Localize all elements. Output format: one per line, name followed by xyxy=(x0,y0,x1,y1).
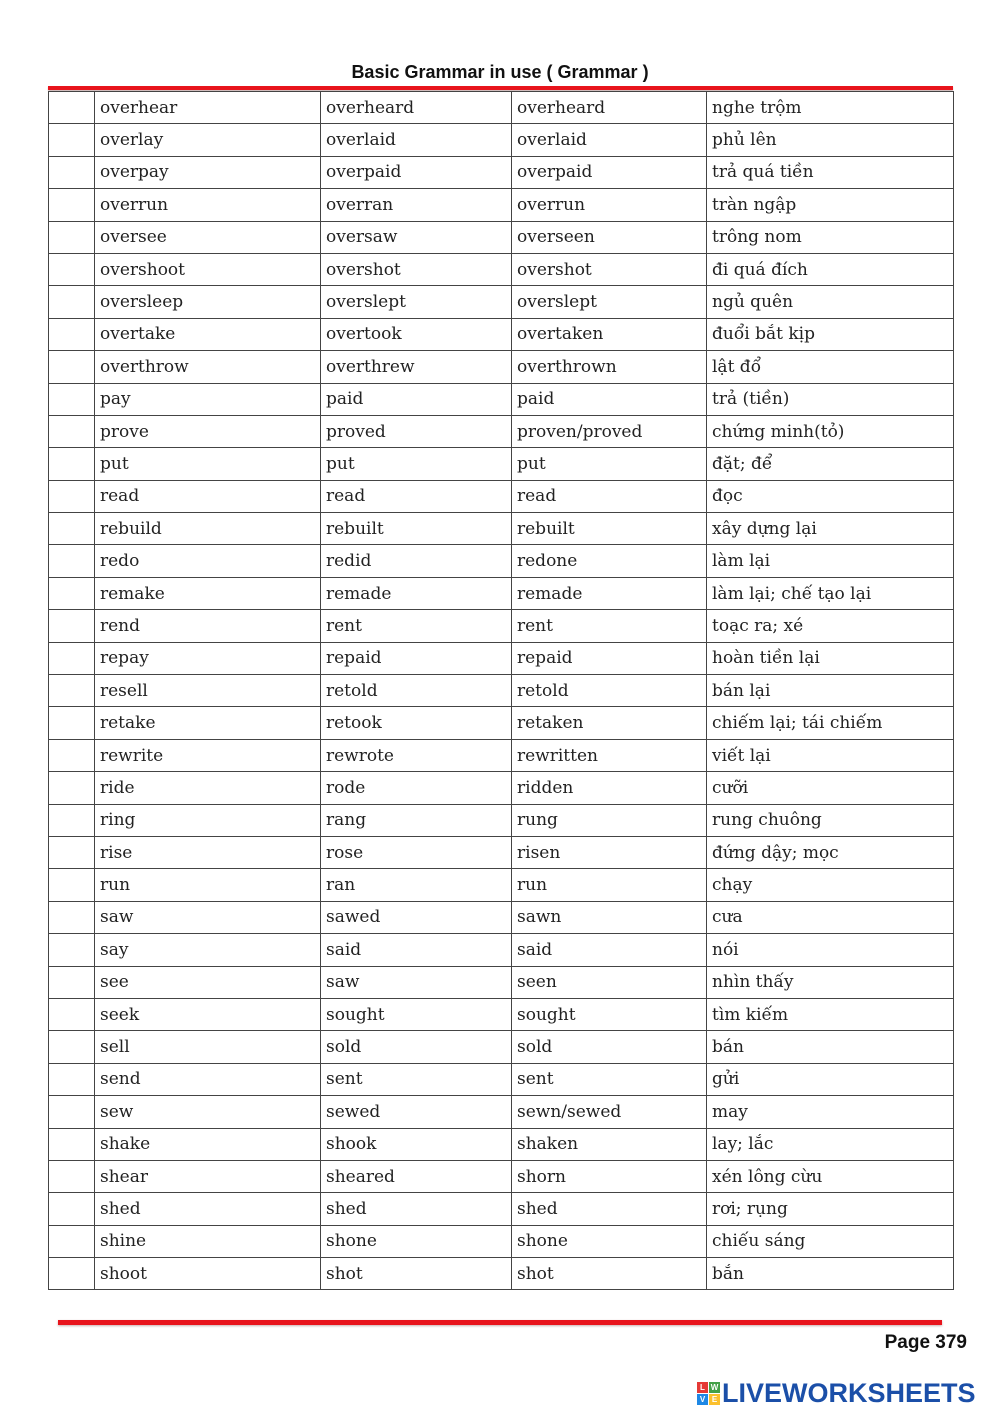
base-form-cell: seek xyxy=(95,998,321,1030)
meaning-cell: nghe trộm xyxy=(707,92,954,124)
liveworksheets-logo[interactable] xyxy=(697,1378,976,1409)
base-form-cell: retake xyxy=(95,707,321,739)
meaning-cell: nhìn thấy xyxy=(707,966,954,998)
past-participle-cell: ridden xyxy=(512,772,707,804)
past-participle-cell: shot xyxy=(512,1258,707,1290)
base-form-cell: rise xyxy=(95,836,321,868)
past-participle-cell: shed xyxy=(512,1193,707,1225)
past-participle-cell: run xyxy=(512,869,707,901)
past-simple-cell: overshot xyxy=(321,253,512,285)
past-participle-cell: shorn xyxy=(512,1160,707,1192)
past-simple-cell: rent xyxy=(321,610,512,642)
liveworksheets-wordmark: LIVEWORKSHEETS xyxy=(722,1378,976,1408)
base-form-cell: oversee xyxy=(95,221,321,253)
base-form-cell: shoot xyxy=(95,1258,321,1290)
row-number-cell xyxy=(49,1193,95,1225)
meaning-cell: may xyxy=(707,1096,954,1128)
base-form-cell: shed xyxy=(95,1193,321,1225)
meaning-cell: hoàn tiền lại xyxy=(707,642,954,674)
row-number-cell xyxy=(49,92,95,124)
meaning-cell: phủ lên xyxy=(707,124,954,156)
table-row xyxy=(49,318,954,350)
table-row xyxy=(49,448,954,480)
base-form-cell: put xyxy=(95,448,321,480)
base-form-cell: overlay xyxy=(95,124,321,156)
past-participle-cell: rent xyxy=(512,610,707,642)
row-number-cell xyxy=(49,253,95,285)
table-row xyxy=(49,998,954,1030)
past-simple-cell: paid xyxy=(321,383,512,415)
table-row xyxy=(49,286,954,318)
base-form-cell: sew xyxy=(95,1096,321,1128)
past-participle-cell: overrun xyxy=(512,189,707,221)
table-row xyxy=(49,383,954,415)
table-row xyxy=(49,772,954,804)
row-number-cell xyxy=(49,1031,95,1063)
past-participle-cell: shone xyxy=(512,1225,707,1257)
base-form-cell: rend xyxy=(95,610,321,642)
base-form-cell: repay xyxy=(95,642,321,674)
row-number-cell xyxy=(49,1063,95,1095)
table-row xyxy=(49,804,954,836)
table-row xyxy=(49,253,954,285)
base-form-cell: overshoot xyxy=(95,253,321,285)
verb-table-container xyxy=(48,91,953,1290)
table-row xyxy=(49,966,954,998)
meaning-cell: đọc xyxy=(707,480,954,512)
base-form-cell: overrun xyxy=(95,189,321,221)
base-form-cell: see xyxy=(95,966,321,998)
meaning-cell: đuổi bắt kịp xyxy=(707,318,954,350)
meaning-cell: lay; lắc xyxy=(707,1128,954,1160)
past-simple-cell: shed xyxy=(321,1193,512,1225)
base-form-cell: remake xyxy=(95,577,321,609)
past-simple-cell: said xyxy=(321,934,512,966)
base-form-cell: run xyxy=(95,869,321,901)
page-number: Page 379 xyxy=(884,1332,967,1353)
meaning-cell: đứng dậy; mọc xyxy=(707,836,954,868)
table-row xyxy=(49,92,954,124)
past-participle-cell: retold xyxy=(512,675,707,707)
table-row xyxy=(49,610,954,642)
table-row xyxy=(49,221,954,253)
table-row xyxy=(49,1128,954,1160)
past-simple-cell: repaid xyxy=(321,642,512,674)
table-row xyxy=(49,577,954,609)
row-number-cell xyxy=(49,901,95,933)
past-participle-cell: retaken xyxy=(512,707,707,739)
base-form-cell: overthrow xyxy=(95,351,321,383)
past-simple-cell: sewed xyxy=(321,1096,512,1128)
table-row xyxy=(49,1225,954,1257)
row-number-cell xyxy=(49,836,95,868)
row-number-cell xyxy=(49,934,95,966)
past-simple-cell: shone xyxy=(321,1225,512,1257)
row-number-cell xyxy=(49,966,95,998)
meaning-cell: chiếu sáng xyxy=(707,1225,954,1257)
row-number-cell xyxy=(49,189,95,221)
base-form-cell: saw xyxy=(95,901,321,933)
meaning-cell: lật đổ xyxy=(707,351,954,383)
past-simple-cell: ran xyxy=(321,869,512,901)
past-simple-cell: rang xyxy=(321,804,512,836)
row-number-cell xyxy=(49,545,95,577)
row-number-cell xyxy=(49,998,95,1030)
base-form-cell: redo xyxy=(95,545,321,577)
past-simple-cell: overheard xyxy=(321,92,512,124)
past-simple-cell: rode xyxy=(321,772,512,804)
table-row xyxy=(49,189,954,221)
past-participle-cell: rewritten xyxy=(512,739,707,771)
past-participle-cell: overthrown xyxy=(512,351,707,383)
base-form-cell: pay xyxy=(95,383,321,415)
table-row xyxy=(49,675,954,707)
table-row xyxy=(49,351,954,383)
meaning-cell: chiếm lại; tái chiếm xyxy=(707,707,954,739)
table-row xyxy=(49,1258,954,1290)
past-simple-cell: overran xyxy=(321,189,512,221)
meaning-cell: làm lại xyxy=(707,545,954,577)
table-row xyxy=(49,1063,954,1095)
past-participle-cell: overseen xyxy=(512,221,707,253)
past-participle-cell: overslept xyxy=(512,286,707,318)
meaning-cell: bắn xyxy=(707,1258,954,1290)
row-number-cell xyxy=(49,124,95,156)
table-row xyxy=(49,1096,954,1128)
meaning-cell: trả quá tiền xyxy=(707,156,954,188)
base-form-cell: oversleep xyxy=(95,286,321,318)
meaning-cell: xây dựng lại xyxy=(707,513,954,545)
past-simple-cell: sold xyxy=(321,1031,512,1063)
past-simple-cell: read xyxy=(321,480,512,512)
past-participle-cell: sought xyxy=(512,998,707,1030)
past-simple-cell: overslept xyxy=(321,286,512,318)
table-row xyxy=(49,545,954,577)
page-header-title: Basic Grammar in use ( Grammar ) xyxy=(351,62,649,82)
past-simple-cell: retook xyxy=(321,707,512,739)
table-row xyxy=(49,934,954,966)
row-number-cell xyxy=(49,1096,95,1128)
meaning-cell: gửi xyxy=(707,1063,954,1095)
past-participle-cell: paid xyxy=(512,383,707,415)
row-number-cell xyxy=(49,869,95,901)
past-simple-cell: overpaid xyxy=(321,156,512,188)
row-number-cell xyxy=(49,577,95,609)
meaning-cell: đặt; để xyxy=(707,448,954,480)
irregular-verb-table xyxy=(48,91,954,1290)
row-number-cell xyxy=(49,286,95,318)
table-row xyxy=(49,156,954,188)
row-number-cell xyxy=(49,448,95,480)
base-form-cell: overhear xyxy=(95,92,321,124)
past-participle-cell: overtaken xyxy=(512,318,707,350)
past-participle-cell: put xyxy=(512,448,707,480)
header-red-rule xyxy=(48,86,953,90)
row-number-cell xyxy=(49,415,95,447)
past-simple-cell: rewrote xyxy=(321,739,512,771)
meaning-cell: tìm kiếm xyxy=(707,998,954,1030)
meaning-cell: đi quá đích xyxy=(707,253,954,285)
past-participle-cell: sold xyxy=(512,1031,707,1063)
past-simple-cell: saw xyxy=(321,966,512,998)
past-participle-cell: overlaid xyxy=(512,124,707,156)
past-participle-cell: risen xyxy=(512,836,707,868)
past-participle-cell: proven/proved xyxy=(512,415,707,447)
table-row xyxy=(49,739,954,771)
meaning-cell: ngủ quên xyxy=(707,286,954,318)
row-number-cell xyxy=(49,318,95,350)
base-form-cell: rewrite xyxy=(95,739,321,771)
meaning-cell: toạc ra; xé xyxy=(707,610,954,642)
base-form-cell: shine xyxy=(95,1225,321,1257)
base-form-cell: send xyxy=(95,1063,321,1095)
past-simple-cell: redid xyxy=(321,545,512,577)
meaning-cell: chạy xyxy=(707,869,954,901)
past-participle-cell: seen xyxy=(512,966,707,998)
base-form-cell: read xyxy=(95,480,321,512)
meaning-cell: xén lông cừu xyxy=(707,1160,954,1192)
past-participle-cell: remade xyxy=(512,577,707,609)
past-simple-cell: overthrew xyxy=(321,351,512,383)
base-form-cell: say xyxy=(95,934,321,966)
base-form-cell: prove xyxy=(95,415,321,447)
table-row xyxy=(49,480,954,512)
past-simple-cell: oversaw xyxy=(321,221,512,253)
base-form-cell: resell xyxy=(95,675,321,707)
meaning-cell: viết lại xyxy=(707,739,954,771)
meaning-cell: rơi; rụng xyxy=(707,1193,954,1225)
table-row xyxy=(49,901,954,933)
past-simple-cell: sawed xyxy=(321,901,512,933)
liveworksheets-mark-icon: L W V E xyxy=(697,1382,720,1405)
row-number-cell xyxy=(49,1160,95,1192)
table-row xyxy=(49,869,954,901)
past-participle-cell: overshot xyxy=(512,253,707,285)
base-form-cell: sell xyxy=(95,1031,321,1063)
table-row xyxy=(49,415,954,447)
base-form-cell: shake xyxy=(95,1128,321,1160)
past-simple-cell: shot xyxy=(321,1258,512,1290)
row-number-cell xyxy=(49,804,95,836)
row-number-cell xyxy=(49,1258,95,1290)
past-simple-cell: proved xyxy=(321,415,512,447)
row-number-cell xyxy=(49,707,95,739)
row-number-cell xyxy=(49,675,95,707)
base-form-cell: overpay xyxy=(95,156,321,188)
meaning-cell: cưỡi xyxy=(707,772,954,804)
past-participle-cell: shaken xyxy=(512,1128,707,1160)
meaning-cell: rung chuông xyxy=(707,804,954,836)
table-row xyxy=(49,124,954,156)
footer-red-rule xyxy=(58,1320,942,1325)
base-form-cell: shear xyxy=(95,1160,321,1192)
past-simple-cell: rebuilt xyxy=(321,513,512,545)
past-participle-cell: sewn/sewed xyxy=(512,1096,707,1128)
table-row xyxy=(49,642,954,674)
table-row xyxy=(49,836,954,868)
past-simple-cell: shook xyxy=(321,1128,512,1160)
row-number-cell xyxy=(49,221,95,253)
past-participle-cell: said xyxy=(512,934,707,966)
base-form-cell: rebuild xyxy=(95,513,321,545)
meaning-cell: tràn ngập xyxy=(707,189,954,221)
row-number-cell xyxy=(49,383,95,415)
past-simple-cell: sought xyxy=(321,998,512,1030)
past-simple-cell: sheared xyxy=(321,1160,512,1192)
row-number-cell xyxy=(49,610,95,642)
past-participle-cell: overpaid xyxy=(512,156,707,188)
row-number-cell xyxy=(49,513,95,545)
row-number-cell xyxy=(49,739,95,771)
past-simple-cell: sent xyxy=(321,1063,512,1095)
past-participle-cell: overheard xyxy=(512,92,707,124)
meaning-cell: cưa xyxy=(707,901,954,933)
past-participle-cell: read xyxy=(512,480,707,512)
past-simple-cell: overtook xyxy=(321,318,512,350)
past-participle-cell: repaid xyxy=(512,642,707,674)
meaning-cell: trả (tiền) xyxy=(707,383,954,415)
row-number-cell xyxy=(49,156,95,188)
verb-table-body xyxy=(49,92,954,1290)
meaning-cell: bán xyxy=(707,1031,954,1063)
row-number-cell xyxy=(49,1128,95,1160)
table-row xyxy=(49,513,954,545)
meaning-cell: bán lại xyxy=(707,675,954,707)
past-simple-cell: put xyxy=(321,448,512,480)
row-number-cell xyxy=(49,480,95,512)
meaning-cell: làm lại; chế tạo lại xyxy=(707,577,954,609)
meaning-cell: trông nom xyxy=(707,221,954,253)
past-simple-cell: remade xyxy=(321,577,512,609)
past-simple-cell: retold xyxy=(321,675,512,707)
table-row xyxy=(49,707,954,739)
table-row xyxy=(49,1031,954,1063)
base-form-cell: ride xyxy=(95,772,321,804)
past-simple-cell: overlaid xyxy=(321,124,512,156)
table-row xyxy=(49,1160,954,1192)
row-number-cell xyxy=(49,642,95,674)
past-simple-cell: rose xyxy=(321,836,512,868)
past-participle-cell: sawn xyxy=(512,901,707,933)
meaning-cell: chứng minh(tỏ) xyxy=(707,415,954,447)
row-number-cell xyxy=(49,772,95,804)
table-row xyxy=(49,1193,954,1225)
base-form-cell: overtake xyxy=(95,318,321,350)
past-participle-cell: rung xyxy=(512,804,707,836)
base-form-cell: ring xyxy=(95,804,321,836)
past-participle-cell: rebuilt xyxy=(512,513,707,545)
meaning-cell: nói xyxy=(707,934,954,966)
row-number-cell xyxy=(49,1225,95,1257)
row-number-cell xyxy=(49,351,95,383)
past-participle-cell: redone xyxy=(512,545,707,577)
past-participle-cell: sent xyxy=(512,1063,707,1095)
